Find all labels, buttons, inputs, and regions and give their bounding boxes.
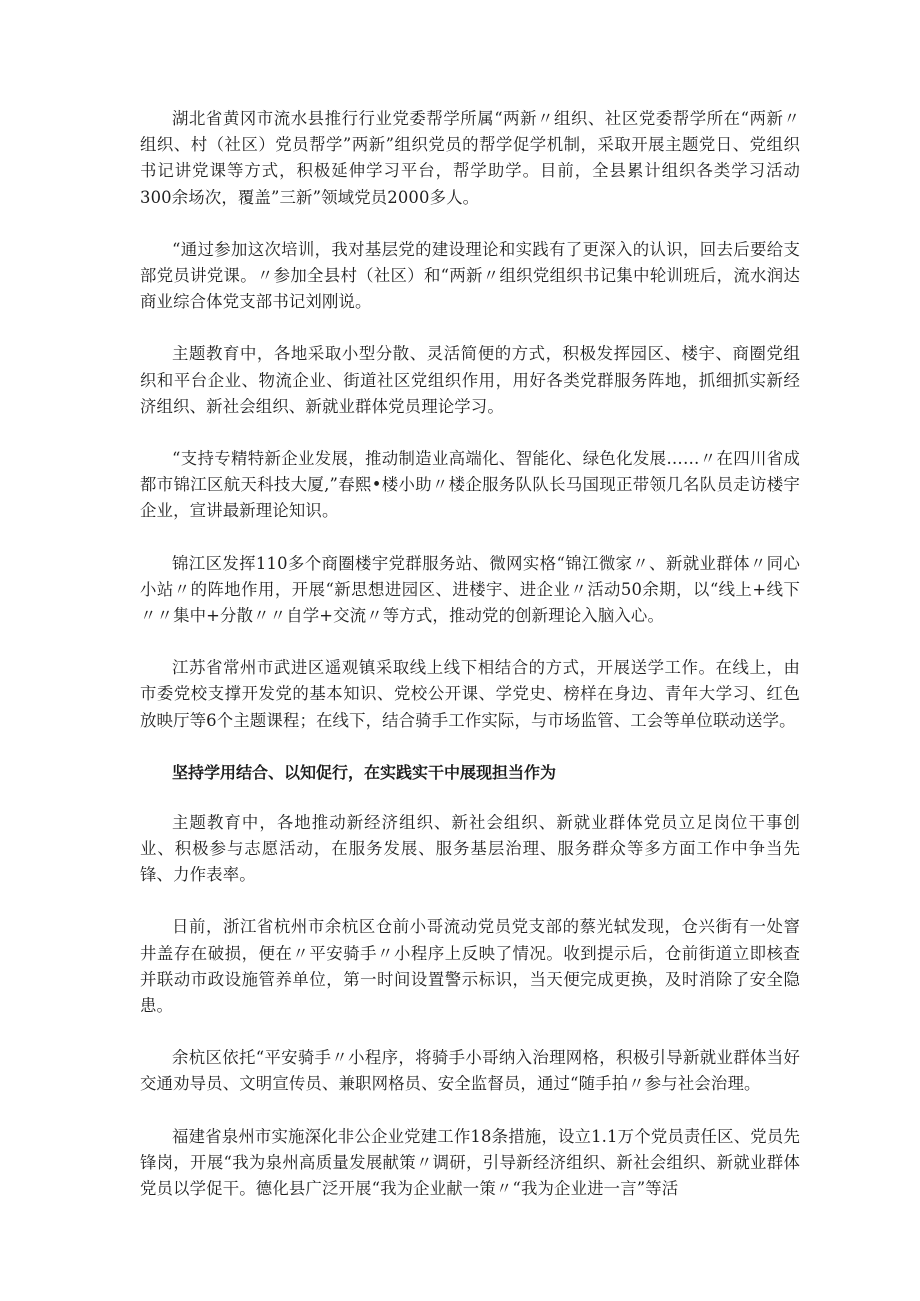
paragraph-quote-liugang: “通过参加这次培训，我对基层党的建设理论和实践有了更深入的认识，回去后要给支部党员讲党课。〃参加全县村（社区）和“两新〃组织党组织书记集中轮训班后，流水润达商业综合体党支部书记刘刚说。 <box>140 239 800 312</box>
section-heading: 坚持学用结合、以知促行，在实践实干中展现担当作为 <box>172 762 557 782</box>
paragraph-quanzhou: 福建省泉州市实施深化非公企业党建工作18条措施，设立1.1万个党员责任区、党员先锋岗，开展“我为泉州高质量发展献策〃调研，引导新经济组织、新社会组织、新就业群体党员以学促干。德化县广泛开展“我为企业献一策〃“我为企业进一言”等活 <box>140 1126 800 1199</box>
paragraph-chengdu: “支持专精特新企业发展，推动制造业高端化、智能化、绿色化发展……〃在四川省成都市锦江区航天科技大厦,”春熙•楼小助〃楼企服务队队长马国现正带领几名队员走访楼宇企业，宣讲最新理论知识。 <box>140 449 800 521</box>
paragraph-changzhou: 江苏省常州市武进区遥观镇采取线上线下相结合的方式，开展送学工作。在线上，由市委党校支撑开发党的基本知识、党校公开课、学党史、榜样在身边、青年大学习、红色放映厅等6个主题课程；在线下，结合骑手工作实际，与市场监管、工会等单位联动送学。 <box>140 658 800 730</box>
paragraph-huanggang: 湖北省黄冈市流水县推行行业党委帮学所属“两新〃组织、社区党委帮学所在“两新〃组织、村（社区）党员帮学”两新”组织党员的帮学促学机制，采取开展主题党日、党组织书记讲党课等方式，积极延伸学习平台，帮学助学。目前，全县累计组织各类学习活动300余场次，覆盖”三新”领域党员2000多人。 <box>140 109 800 207</box>
paragraph-practice: 主题教育中，各地推动新经济组织、新社会组织、新就业群体党员立足岗位干事创业、积极参与志愿活动，在服务发展、服务基层治理、服务群众等多方面工作中争当先锋、力作表率。 <box>140 812 800 885</box>
paragraph-theme-education: 主题教育中，各地采取小型分散、灵活简便的方式，积极发挥园区、楼宇、商圈党组织和平台企业、物流企业、街道社区党组织作用，用好各类党群服务阵地，抓细抓实新经济组织、新社会组织、新就业群体党员理论学习。 <box>140 344 800 416</box>
article-body <box>140 106 800 1228</box>
paragraph-hangzhou: 日前，浙江省杭州市余杭区仓前小哥流动党员党支部的蔡光轼发现，仓兴街有一处窨井盖存在破损，便在〃平安骑手〃小程序上反映了情况。收到提示后，仓前街道立即核查并联动市政设施管养单位，第一时间设置警示标识，当天便完成更换，及时消除了安全隐患。 <box>140 917 800 1016</box>
paragraph-yuhang: 余杭区依托“平安骑手〃小程序，将骑手小哥纳入治理网格，积极引导新就业群体当好交通劝导员、文明宣传员、兼职网格员、安全监督员，通过“随手拍〃参与社会治理。 <box>140 1048 800 1094</box>
paragraph-jinjiang: 锦江区发挥110多个商圈楼宇党群服务站、微网实格“锦江微家〃、新就业群体〃同心小站〃的阵地作用，开展“新思想进园区、进楼宇、进企业〃活动50余期，以“线上+线下〃〃集中+分散〃〃自学+交流〃等方式，推动党的创新理论入脑入心。 <box>140 553 800 626</box>
